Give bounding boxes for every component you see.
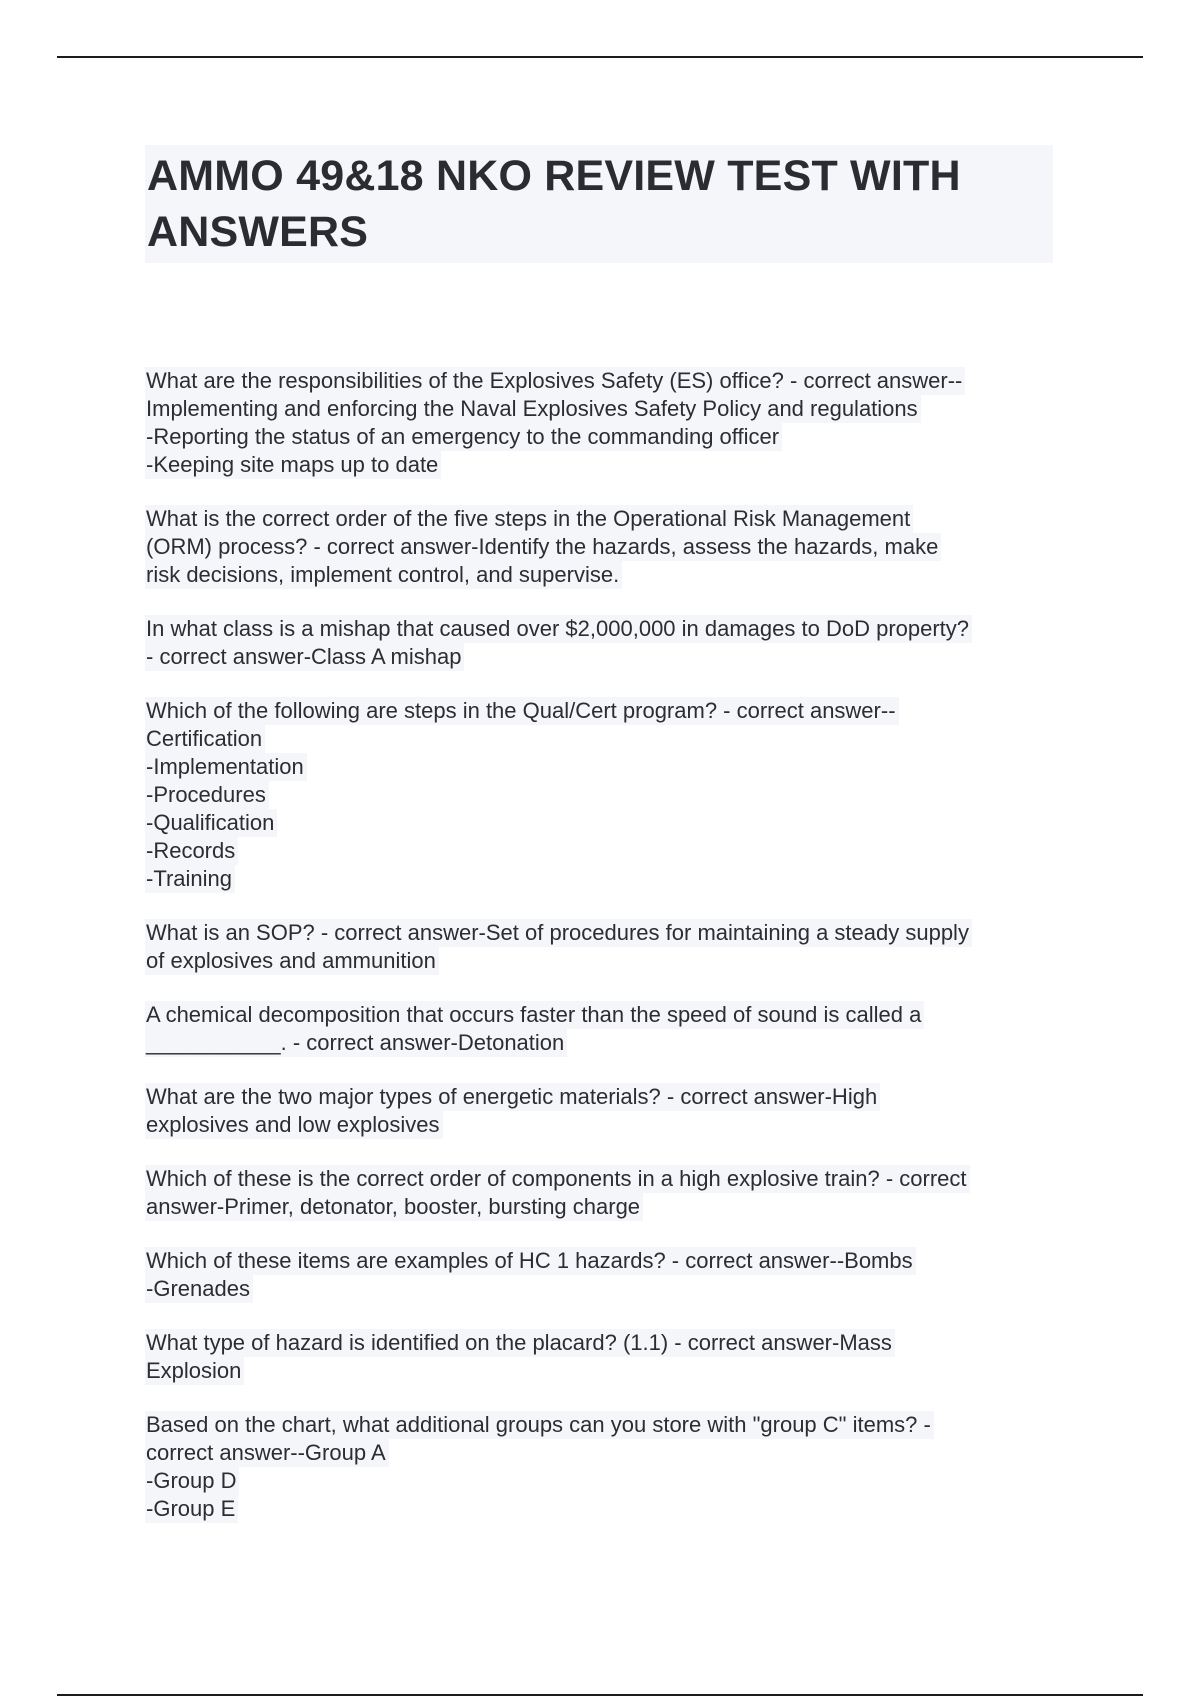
qa-line: -Implementation xyxy=(145,753,307,781)
qa-line: In what class is a mishap that caused over $2,000,000 in damages to DoD property? xyxy=(145,615,972,643)
qa-line: What is an SOP? - correct answer-Set of procedures for maintaining a steady supply xyxy=(145,919,972,947)
qa-line: -Procedures xyxy=(145,781,269,809)
qa-line: -Grenades xyxy=(145,1275,253,1303)
qa-item xyxy=(145,1165,1065,1221)
qa-item xyxy=(145,1001,1065,1057)
qa-line: -Keeping site maps up to date xyxy=(145,451,441,479)
qa-line: ___________. - correct answer-Detonation xyxy=(145,1029,567,1057)
title-line: ANSWERS xyxy=(147,208,369,256)
qa-line: explosives and low explosives xyxy=(145,1111,443,1139)
qa-line: What are the responsibilities of the Explosives Safety (ES) office? - correct answer-- xyxy=(145,367,965,395)
qa-line: What type of hazard is identified on the placard? (1.1) - correct answer-Mass xyxy=(145,1329,895,1357)
qa-line: Explosion xyxy=(145,1357,244,1385)
qa-line: Which of these is the correct order of components in a high explosive train? - correct xyxy=(145,1165,970,1193)
qa-item xyxy=(145,1083,1065,1139)
top-divider xyxy=(57,56,1143,58)
qa-line: What are the two major types of energetic materials? - correct answer-High xyxy=(145,1083,880,1111)
qa-line: Which of these items are examples of HC 1 hazards? - correct answer--Bombs xyxy=(145,1247,916,1275)
qa-item xyxy=(145,367,1065,479)
qa-line: -Records xyxy=(145,837,238,865)
qa-item xyxy=(145,505,1065,589)
qa-line: Based on the chart, what additional groups can you store with "group C" items? - xyxy=(145,1411,934,1439)
qa-list xyxy=(145,367,1065,1549)
title-line: AMMO 49&18 NKO REVIEW TEST WITH xyxy=(147,152,961,200)
qa-line: risk decisions, implement control, and supervise. xyxy=(145,561,622,589)
title-block xyxy=(145,145,1053,263)
qa-line: Which of the following are steps in the Qual/Cert program? - correct answer-- xyxy=(145,697,899,725)
qa-line: (ORM) process? - correct answer-Identify the hazards, assess the hazards, make xyxy=(145,533,941,561)
qa-item xyxy=(145,1247,1065,1303)
qa-item xyxy=(145,697,1065,893)
qa-item xyxy=(145,615,1065,671)
bottom-divider xyxy=(57,1694,1143,1696)
qa-line: answer-Primer, detonator, booster, bursting charge xyxy=(145,1193,643,1221)
qa-line: -Group E xyxy=(145,1495,238,1523)
qa-line: - correct answer-Class A mishap xyxy=(145,643,464,671)
qa-line: -Group D xyxy=(145,1467,239,1495)
qa-item xyxy=(145,1329,1065,1385)
page-title xyxy=(147,148,1051,260)
qa-line: -Training xyxy=(145,865,235,893)
qa-line: -Qualification xyxy=(145,809,277,837)
qa-line: -Reporting the status of an emergency to the commanding officer xyxy=(145,423,782,451)
qa-line: of explosives and ammunition xyxy=(145,947,439,975)
qa-line: correct answer--Group A xyxy=(145,1439,389,1467)
qa-item xyxy=(145,919,1065,975)
qa-line: What is the correct order of the five steps in the Operational Risk Management xyxy=(145,505,913,533)
qa-item xyxy=(145,1411,1065,1523)
qa-line: A chemical decomposition that occurs faster than the speed of sound is called a xyxy=(145,1001,924,1029)
qa-line: Implementing and enforcing the Naval Explosives Safety Policy and regulations xyxy=(145,395,921,423)
qa-line: Certification xyxy=(145,725,265,753)
